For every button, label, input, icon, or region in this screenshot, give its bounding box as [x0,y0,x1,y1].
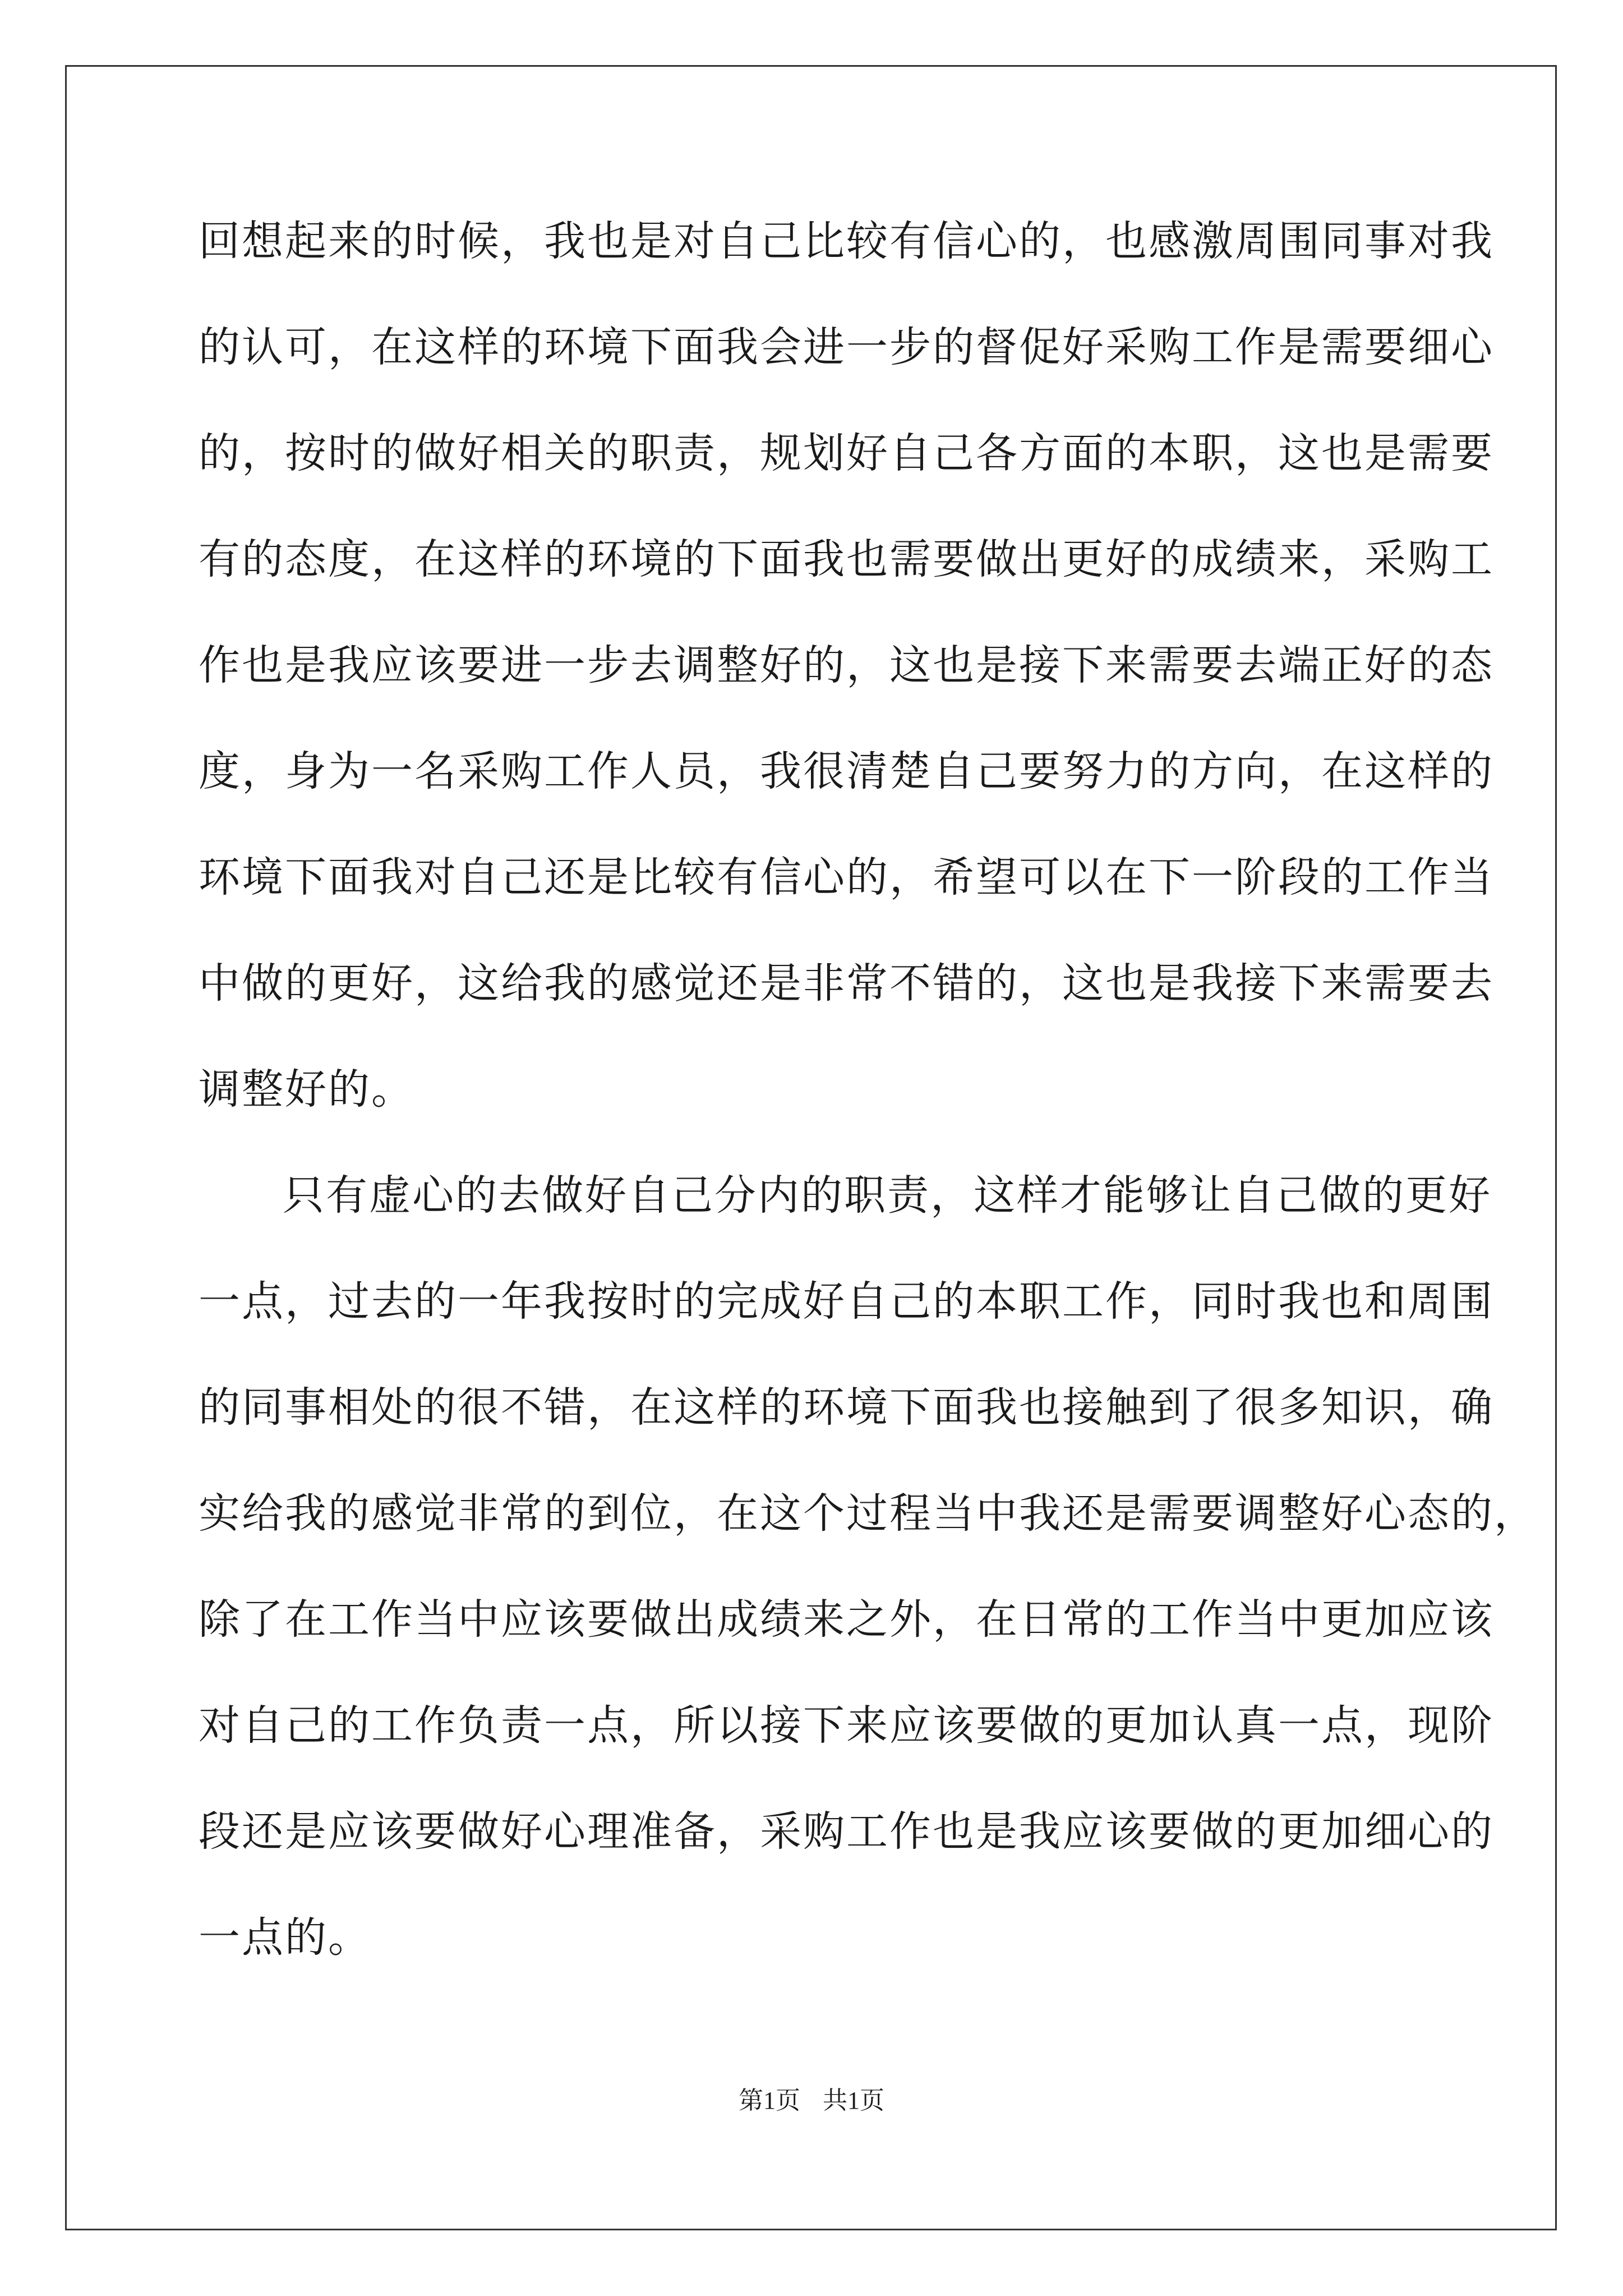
text-line: 一点，过去的一年我按时的完成好自己的本职工作，同时我也和周围 [199,1277,1494,1326]
text-line: 段还是应该要做好心理准备，采购工作也是我应该要做的更加细心的 [199,1807,1494,1856]
text-line: 调整好的。 [199,1065,414,1114]
document-body [199,208,1537,2010]
text-line: 的认可，在这样的环境下面我会进一步的督促好采购工作是需要细心 [199,323,1494,371]
paragraph-2 [199,1162,1537,2010]
page-total: 共1页 [823,2087,884,2114]
text-line: 实给我的感觉非常的到位，在这个过程当中我还是需要调整好心态的， [199,1489,1537,1538]
text-line: 度，身为一名采购工作人员，我很清楚自己要努力的方向，在这样的 [199,747,1494,795]
text-line: 的，按时的做好相关的职责，规划好自己各方面的本职，这也是需要 [199,429,1494,477]
page-number: 第1页 [739,2087,800,2114]
text-line: 中做的更好，这给我的感觉还是非常不错的，这也是我接下来需要去 [199,959,1494,1007]
text-line: 只有虚心的去做好自己分内的职责，这样才能够让自己做的更好 [283,1171,1492,1220]
text-line: 环境下面我对自己还是比较有信心的，希望可以在下一阶段的工作当 [199,853,1494,901]
text-line: 的同事相处的很不错，在这样的环境下面我也接触到了很多知识，确 [199,1383,1494,1432]
text-line: 回想起来的时候，我也是对自己比较有信心的，也感激周围同事对我 [199,217,1494,265]
text-line: 有的态度，在这样的环境的下面我也需要做出更好的成绩来，采购工 [199,535,1494,583]
page-footer [0,2080,1623,2116]
text-line: 对自己的工作负责一点，所以接下来应该要做的更加认真一点，现阶 [199,1701,1494,1750]
text-line: 除了在工作当中应该要做出成绩来之外，在日常的工作当中更加应该 [199,1595,1494,1644]
text-line: 作也是我应该要进一步去调整好的，这也是接下来需要去端正好的态 [199,641,1494,689]
text-line: 一点的。 [199,1913,371,1962]
paragraph-1 [199,208,1494,1162]
